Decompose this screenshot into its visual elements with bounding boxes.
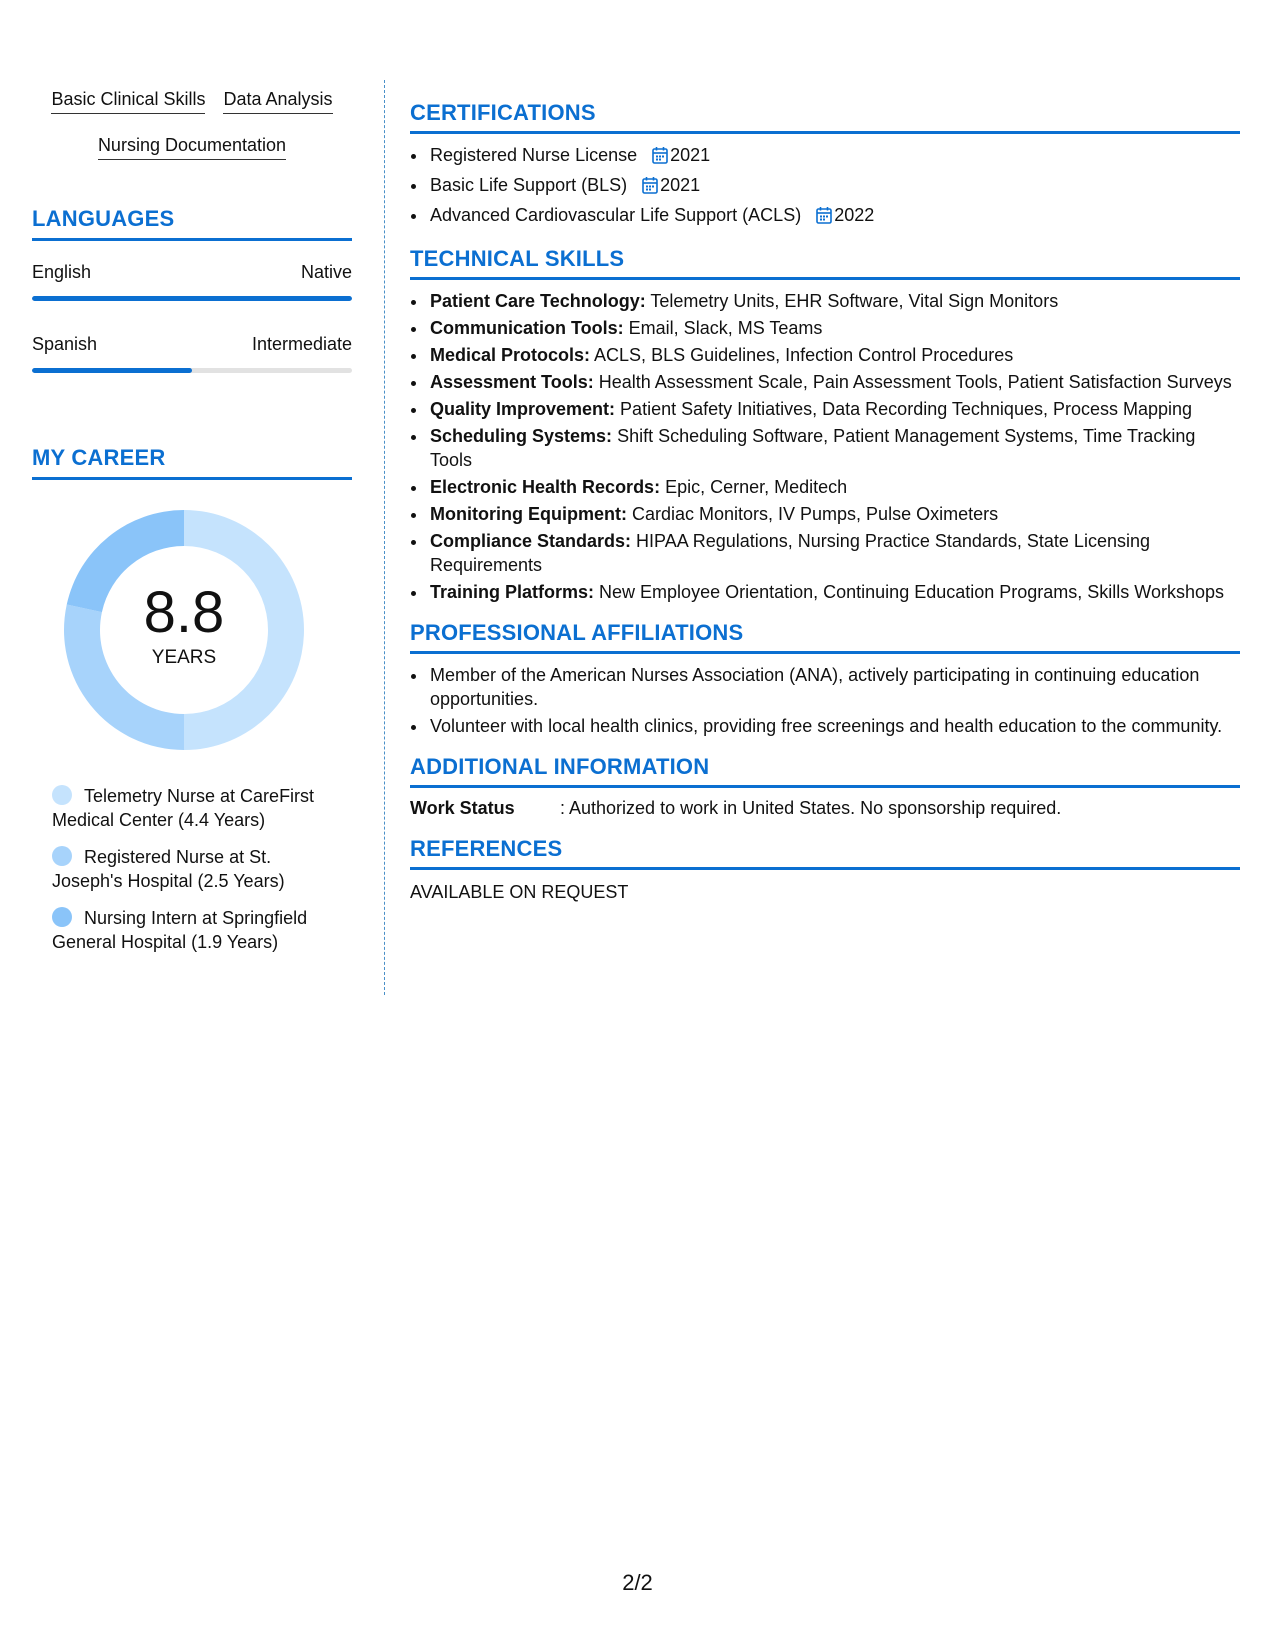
skill-details: New Employee Orientation, Continuing Education Programs, Skills Workshops <box>594 582 1224 602</box>
skill-details: Patient Safety Initiatives, Data Recording Techniques, Process Mapping <box>615 399 1193 419</box>
career-entry-label: Nursing Intern at Springfield General Hospital (1.9 Years) <box>52 908 308 952</box>
references-text: AVAILABLE ON REQUEST <box>410 882 629 902</box>
career-legend <box>32 784 342 954</box>
page-number: 2/2 <box>622 1570 653 1595</box>
certifications-title: CERTIFICATIONS <box>410 100 596 125</box>
column-divider <box>384 80 385 995</box>
career-section <box>32 445 352 954</box>
skill-category: Training Platforms: <box>430 582 595 602</box>
certification-name: Registered Nurse License <box>430 145 638 165</box>
skill-details: Epic, Cerner, Meditech <box>660 477 848 497</box>
technical-skills-section <box>410 246 1240 604</box>
languages-section <box>32 206 352 373</box>
technical-skill-item <box>428 475 1240 499</box>
career-entry-label: Registered Nurse at St. Joseph's Hospital (2.5 Years) <box>52 847 285 891</box>
skill-category: Assessment Tools: <box>430 372 594 392</box>
skill-category: Quality Improvement: <box>430 399 616 419</box>
certifications-list <box>410 143 1240 230</box>
skill-category: Electronic Health Records: <box>430 477 661 497</box>
left-column <box>32 82 352 967</box>
affiliations-list <box>410 663 1240 738</box>
language-row <box>32 333 352 355</box>
affiliation-item: • Volunteer with local health clinics, providing free screenings and health education to the community. <box>428 714 1240 738</box>
skill-details: Email, Slack, MS Teams <box>623 318 823 338</box>
technical-skills-list <box>410 289 1240 604</box>
certification-name: Advanced Cardiovascular Life Support (ACLS) <box>430 205 802 225</box>
calendar-icon <box>642 176 658 200</box>
skill-category: Monitoring Equipment: <box>430 504 627 524</box>
languages-title: LANGUAGES <box>32 206 175 231</box>
technical-skill-item <box>428 580 1240 604</box>
references-title: REFERENCES <box>410 836 563 861</box>
skill-category: Communication Tools: <box>430 318 624 338</box>
language-proficiency-fill <box>32 368 192 373</box>
section-divider <box>410 785 1240 788</box>
skill-tag: Basic Clinical Skills <box>51 88 205 114</box>
skill-tag: Data Analysis <box>223 88 332 114</box>
certification-year: 2022 <box>834 205 875 225</box>
certification-year: 2021 <box>670 145 711 165</box>
affiliation-item: • Member of the American Nurses Association (ANA), actively participating in continuing education opportunities. <box>428 663 1240 711</box>
certifications-section <box>410 100 1240 230</box>
career-total-years: 8.8 <box>143 580 225 645</box>
legend-dot <box>52 846 72 866</box>
legend-dot <box>52 785 72 805</box>
career-legend-item <box>52 906 342 954</box>
additional-info-section <box>410 754 1240 820</box>
section-divider <box>32 477 352 480</box>
career-entry-label: Telemetry Nurse at CareFirst Medical Center (4.4 Years) <box>52 786 315 830</box>
technical-skill-item <box>428 529 1240 577</box>
language-proficiency-bar <box>32 296 352 301</box>
right-column <box>410 100 1240 920</box>
skill-tags <box>32 88 352 160</box>
technical-skill-item <box>428 370 1240 394</box>
language-row <box>32 261 352 283</box>
career-years-label: YEARS <box>151 647 217 668</box>
affiliations-section <box>410 620 1240 738</box>
donut-center <box>64 510 304 750</box>
skill-details: Telemetry Units, EHR Software, Vital Sign Monitors <box>645 291 1059 311</box>
affiliations-title: PROFESSIONAL AFFILIATIONS <box>410 620 744 645</box>
skill-tag: Nursing Documentation <box>98 134 286 160</box>
skill-details: Shift Scheduling Software, Patient Management Systems, Time Tracking Tools <box>430 426 1196 470</box>
technical-skill-item <box>428 502 1240 526</box>
language-name: Spanish <box>32 334 98 354</box>
career-legend-item <box>52 845 342 893</box>
certification-year: 2021 <box>660 175 701 195</box>
language-name: English <box>32 262 92 282</box>
technical-skills-title: TECHNICAL SKILLS <box>410 246 625 271</box>
additional-info-title: ADDITIONAL INFORMATION <box>410 754 710 779</box>
section-divider <box>410 277 1240 280</box>
skill-category: Compliance Standards: <box>430 531 632 551</box>
technical-skill-item <box>428 343 1240 367</box>
career-legend-item <box>52 784 342 832</box>
certification-item <box>428 203 1240 230</box>
section-divider <box>410 131 1240 134</box>
section-divider <box>32 238 352 241</box>
language-proficiency-bar <box>32 368 352 373</box>
skill-category: Scheduling Systems: <box>430 426 613 446</box>
language-proficiency-fill <box>32 296 352 301</box>
technical-skill-item <box>428 397 1240 421</box>
skill-details: Cardiac Monitors, IV Pumps, Pulse Oximeters <box>626 504 999 524</box>
calendar-icon <box>816 206 832 230</box>
legend-dot <box>52 907 72 927</box>
skill-category: Patient Care Technology: <box>430 291 646 311</box>
career-title: MY CAREER <box>32 445 166 470</box>
skill-details: HIPAA Regulations, Nursing Practice Standards, State Licensing Requirements <box>430 531 1150 575</box>
skill-details: Health Assessment Scale, Pain Assessment Tools, Patient Satisfaction Surveys <box>593 372 1232 392</box>
section-divider <box>410 867 1240 870</box>
skill-details: ACLS, BLS Guidelines, Infection Control Procedures <box>590 345 1014 365</box>
calendar-icon <box>652 146 668 170</box>
certification-item <box>428 143 1240 170</box>
technical-skill-item <box>428 289 1240 313</box>
work-status-value: : Authorized to work in United States. No sponsorship required. <box>560 798 1062 818</box>
language-level: Intermediate <box>251 334 352 354</box>
work-status-row <box>410 796 1240 820</box>
work-status-label: Work Status <box>410 798 515 818</box>
skill-category: Medical Protocols: <box>430 345 591 365</box>
certification-item <box>428 173 1240 200</box>
certification-name: Basic Life Support (BLS) <box>430 175 628 195</box>
technical-skill-item <box>428 316 1240 340</box>
technical-skill-item <box>428 424 1240 472</box>
career-donut-chart <box>64 510 304 750</box>
language-level: Native <box>300 262 352 282</box>
section-divider <box>410 651 1240 654</box>
references-section <box>410 836 1240 904</box>
